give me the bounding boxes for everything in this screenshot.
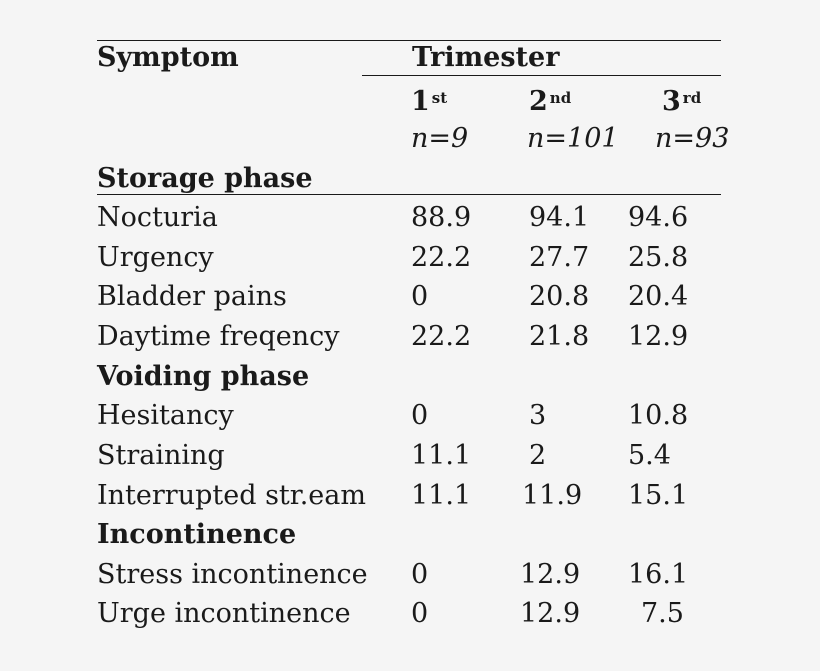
row-label: Interrupted str.eam	[97, 480, 366, 511]
trimester-3-n: n=93	[655, 123, 730, 154]
row-label: Daytime freqency	[97, 321, 340, 352]
row-label: Urge incontinence	[97, 598, 351, 629]
cell-value: 88.9	[411, 202, 472, 233]
cell-value: 20.8	[529, 281, 590, 312]
cell-value: 11.1	[411, 480, 472, 511]
symptom-header: Symptom	[97, 42, 239, 73]
cell-value: 3	[529, 400, 547, 431]
cell-value: 12.9	[520, 559, 581, 590]
cell-value: 27.7	[529, 242, 590, 273]
cell-value: 94.6	[628, 202, 689, 233]
row-label: Straining	[97, 440, 225, 471]
cell-value: 2	[529, 440, 547, 471]
section-title: Incontinence	[97, 519, 297, 550]
trimester-2-n: n=101	[527, 123, 619, 154]
row-label: Stress incontinence	[97, 559, 368, 590]
row-label: Urgency	[97, 242, 214, 273]
cell-value: 16.1	[628, 559, 689, 590]
cell-value: 12.9	[520, 598, 581, 629]
row-label: Nocturia	[97, 202, 218, 233]
cell-value: 21.8	[529, 321, 590, 352]
top-rule	[97, 40, 721, 41]
cell-value: 0	[411, 559, 429, 590]
trimester-3-header: 3 $^{rd}$	[662, 86, 702, 117]
cell-value: 7.5	[641, 598, 684, 629]
trimester-rule	[362, 75, 721, 76]
section-title: Storage phase	[97, 163, 313, 194]
cell-value: 0	[411, 400, 429, 431]
cell-value: 22.2	[411, 321, 472, 352]
section-title: Voiding phase	[97, 361, 310, 392]
cell-value: 5.4	[628, 440, 671, 471]
cell-value: 94.1	[529, 202, 590, 233]
cell-value: 11.1	[411, 440, 472, 471]
cell-value: 25.8	[628, 242, 689, 273]
trimester-1-header: 1 $^{st}$	[411, 86, 448, 117]
row-label: Bladder pains	[97, 281, 287, 312]
cell-value: 0	[411, 281, 429, 312]
trimester-header: Trimester	[412, 42, 560, 73]
trimester-1-n: n=9	[411, 123, 469, 154]
cell-value: 10.8	[628, 400, 689, 431]
trimester-2-header: 2 $^{nd}$	[529, 86, 572, 117]
cell-value: 0	[411, 598, 429, 629]
cell-value: 11.9	[522, 480, 583, 511]
cell-value: 12.9	[628, 321, 689, 352]
cell-value: 22.2	[411, 242, 472, 273]
cell-value: 15.1	[628, 480, 689, 511]
row-label: Hesitancy	[97, 400, 234, 431]
cell-value: 20.4	[628, 281, 689, 312]
